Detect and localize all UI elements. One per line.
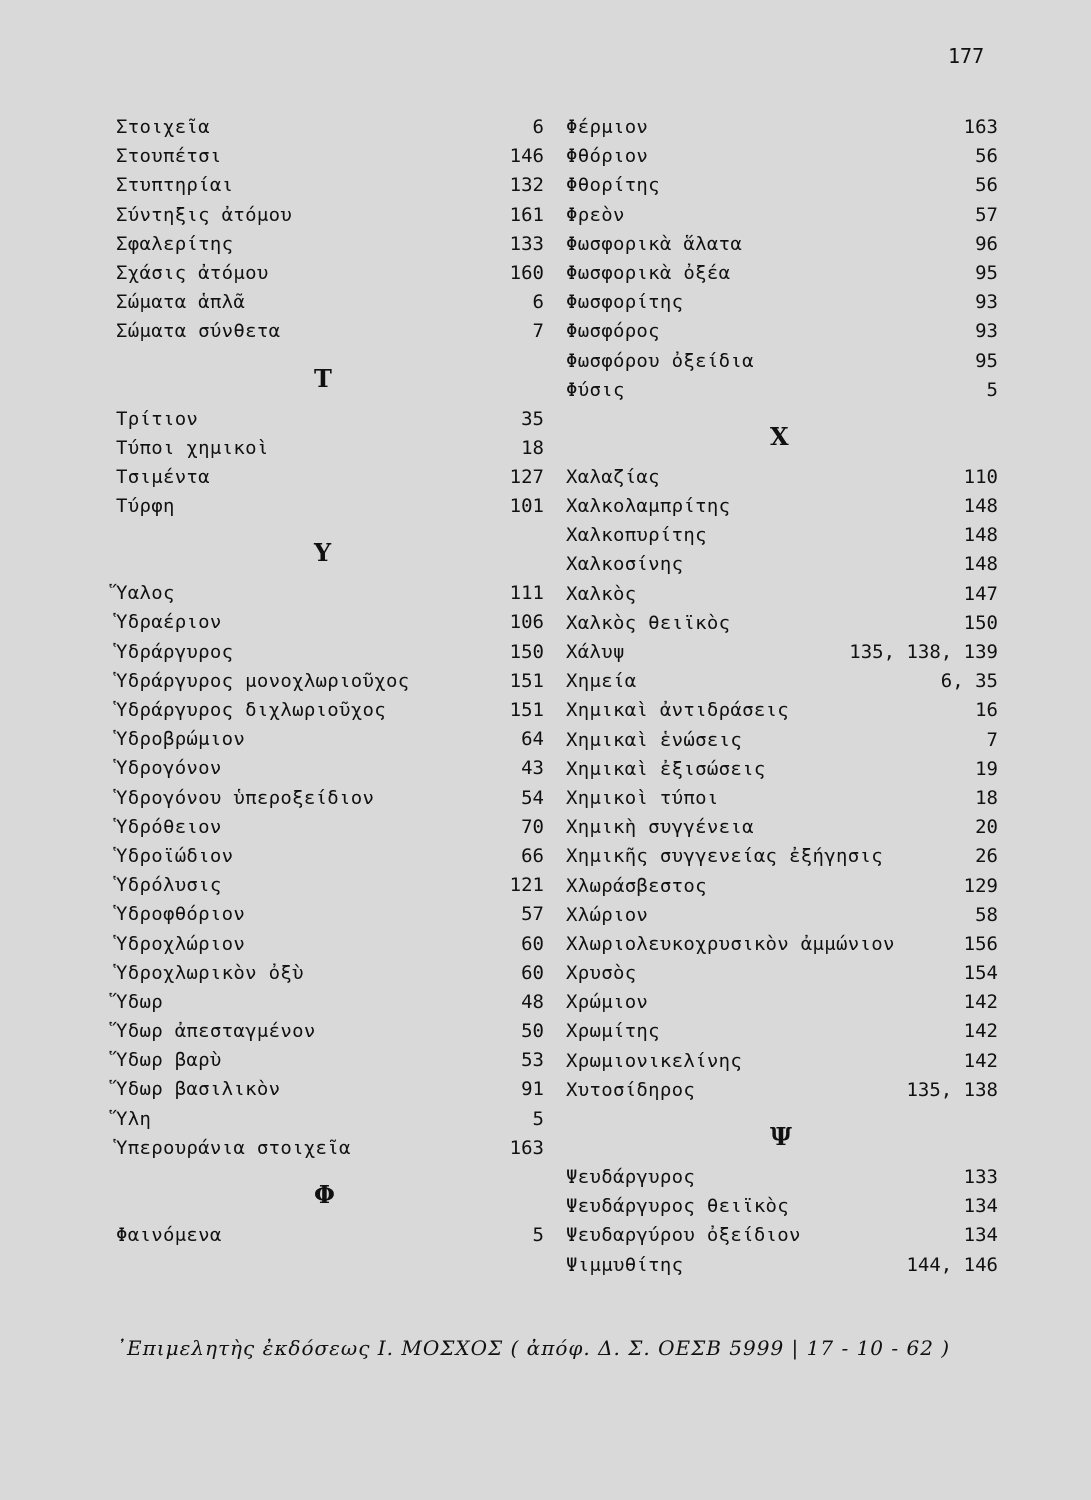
index-term: Φωσφορικὰ ὀξέα [566, 261, 731, 284]
index-page-numbers: 129 [963, 874, 998, 897]
index-entry [566, 612, 998, 641]
index-page-numbers: 163 [509, 1136, 544, 1159]
index-page-numbers: 50 [521, 1020, 544, 1043]
index-entry [566, 816, 998, 845]
index-term: Ὑδροχλώριον [116, 932, 246, 955]
index-term: Χημικοὶ τύποι [566, 786, 719, 809]
index-entry [116, 495, 544, 524]
index-entry [566, 729, 998, 758]
index-page-numbers: 144, 146 [906, 1253, 998, 1276]
index-page-numbers: 7 [986, 728, 998, 751]
index-page-numbers: 6, 35 [940, 670, 998, 693]
index-page-numbers: 160 [509, 261, 544, 284]
index-term: Ὑδρογόνον [116, 757, 222, 780]
index-page-numbers: 56 [975, 145, 998, 168]
index-entry [116, 582, 544, 611]
index-page-numbers: 95 [975, 349, 998, 372]
index-term: Ὑδρόλυσις [116, 874, 222, 897]
index-term: Φέρμιον [566, 116, 649, 138]
index-entry [116, 728, 544, 757]
index-term: Χλωράσβεστος [566, 874, 707, 897]
section-letter: Υ [314, 538, 332, 568]
index-entry [566, 758, 998, 787]
index-page-numbers: 60 [521, 961, 544, 984]
index-term: Χλώριον [566, 903, 649, 926]
section-letter: Χ [770, 421, 789, 451]
index-entry [566, 1195, 998, 1224]
index-entry [116, 466, 544, 495]
index-term: Ὕδωρ βασιλικὸν [116, 1078, 281, 1101]
index-entry [566, 699, 998, 728]
index-entry [116, 874, 544, 903]
index-term: Σύντηξις ἀτόμου [116, 203, 293, 226]
index-term: Χαλκοσίνης [566, 553, 684, 576]
index-entry [566, 670, 998, 699]
index-entry [566, 1020, 998, 1049]
index-term: Ψευδάργυρος [566, 1166, 696, 1188]
index-entry [566, 875, 998, 904]
index-page-numbers: 156 [963, 932, 998, 955]
index-term: Ὑδροχλωρικὸν ὀξὺ [116, 961, 304, 984]
index-page-numbers: 142 [963, 991, 998, 1014]
index-page-numbers: 133 [509, 232, 544, 255]
index-entry [116, 903, 544, 932]
index-page-numbers: 134 [963, 1195, 998, 1218]
index-term: Ὕδωρ [116, 990, 163, 1013]
index-entry [566, 350, 998, 379]
index-term: Ὑδροφθόριον [116, 903, 246, 926]
index-page-numbers: 147 [963, 582, 998, 605]
index-page-numbers: 70 [521, 815, 544, 838]
index-term: Φωσφορίτης [566, 291, 684, 314]
index-term: Ψευδαργύρου ὀξείδιον [566, 1224, 801, 1247]
index-entry [116, 933, 544, 962]
index-page-numbers: 154 [963, 962, 998, 985]
index-page-numbers: 26 [975, 845, 998, 868]
index-page-numbers: 19 [975, 757, 998, 780]
index-term: Ὑδροϊώδιον [116, 844, 234, 867]
index-entry [566, 933, 998, 962]
index-term: Χάλυψ [566, 641, 625, 663]
index-term: Χαλκοπυρίτης [566, 524, 707, 547]
index-entry [116, 1049, 544, 1078]
index-page-numbers: 150 [963, 611, 998, 634]
index-entry [566, 1079, 998, 1108]
index-page-numbers: 93 [975, 320, 998, 343]
index-term: Ψευδάργυρος θειϊκὸς [566, 1195, 790, 1218]
index-term: Τύποι χημικοὶ [116, 436, 269, 459]
index-page-numbers: 16 [975, 699, 998, 722]
index-term: Φθορίτης [566, 174, 660, 197]
index-term: Χημικαὶ ἐξισώσεις [566, 757, 766, 780]
index-term: Χαλκολαμπρίτης [566, 495, 731, 518]
index-page-numbers: 151 [509, 699, 544, 721]
index-page-numbers: 96 [975, 232, 998, 255]
index-entry [566, 1254, 998, 1283]
index-page-numbers: 56 [975, 174, 998, 197]
index-page-numbers: 148 [963, 553, 998, 576]
editor-credit: ᾿Επιμελητὴς ἐκδόσεως Ι. ΜΟΣΧΟΣ ( ἀπόφ. Δ. Σ. ΟΕΣΒ 5999 | 17 - 10 - 62 ) [116, 1336, 951, 1360]
index-term: Ὕδωρ βαρὺ [116, 1049, 222, 1072]
index-page-numbers: 20 [975, 816, 998, 839]
index-page-numbers: 6 [532, 291, 544, 314]
index-entry [116, 670, 544, 699]
index-page-numbers: 57 [521, 903, 544, 926]
index-entry [566, 845, 998, 874]
index-page-numbers: 53 [521, 1049, 544, 1072]
index-page-numbers: 150 [509, 640, 544, 663]
index-entry [116, 204, 544, 233]
index-page-numbers: 66 [521, 844, 544, 867]
index-entry [566, 991, 998, 1020]
index-term: Στυπτηρίαι [116, 174, 234, 197]
index-entry [116, 1137, 544, 1166]
index-page-numbers: 57 [975, 203, 998, 226]
index-page-numbers: 58 [975, 903, 998, 926]
index-term: Χημικαὶ ἀντιδράσεις [566, 699, 790, 722]
index-entry [116, 116, 544, 145]
index-term: Χρώμιον [566, 991, 649, 1014]
index-entry [566, 379, 998, 408]
index-page-numbers: 64 [521, 728, 544, 751]
index-entry [566, 145, 998, 174]
index-entry [116, 320, 544, 349]
index-term: Ὑδράργυρος μονοχλωριοῦχος [116, 669, 410, 692]
index-term: Φωσφόρος [566, 320, 660, 343]
index-term: Ὑδραέριον [116, 611, 222, 634]
index-entry [566, 233, 998, 262]
index-entry [116, 816, 544, 845]
index-page-numbers: 142 [963, 1049, 998, 1072]
index-entry [566, 553, 998, 582]
index-page-numbers: 142 [963, 1020, 998, 1043]
index-page-numbers: 60 [521, 932, 544, 955]
index-page-numbers: 93 [975, 291, 998, 314]
index-term: Ὑδράργυρος διχλωριοῦχος [116, 699, 386, 721]
index-term: Χαλαζίας [566, 465, 660, 488]
index-page-numbers: 6 [532, 116, 544, 138]
index-page-numbers: 54 [521, 786, 544, 809]
index-term: Ὑδρογόνου ὑπεροξείδιον [116, 786, 375, 809]
index-entry [116, 991, 544, 1020]
index-term: Τσιμέντα [116, 465, 210, 488]
index-entry [116, 145, 544, 174]
index-term: Χαλκὸς θειϊκὸς [566, 611, 731, 634]
index-term: Χημικὴ συγγένεια [566, 816, 754, 839]
index-page-numbers: 110 [963, 465, 998, 488]
index-term: Τρίτιον [116, 407, 199, 430]
index-page-numbers: 18 [975, 786, 998, 809]
index-entry [116, 611, 544, 640]
index-page-numbers: 111 [509, 582, 544, 605]
index-term: Στουπέτσι [116, 145, 222, 168]
index-entry [566, 174, 998, 203]
index-term: Στοιχεῖα [116, 116, 210, 138]
index-entry [566, 583, 998, 612]
index-term: Τύρφη [116, 495, 175, 518]
index-page-numbers: 148 [963, 524, 998, 547]
index-term: Χαλκὸς [566, 582, 637, 605]
index-page-numbers: 151 [509, 669, 544, 692]
index-term: Χημεία [566, 670, 637, 693]
index-page-numbers: 133 [963, 1166, 998, 1188]
index-page-numbers: 161 [509, 203, 544, 226]
index-entry [116, 233, 544, 262]
index-term: Σφαλερίτης [116, 232, 234, 255]
index-term: Ὑδρόθειον [116, 815, 222, 838]
section-letter: Φ [314, 1180, 335, 1209]
index-page-numbers: 135, 138 [906, 1078, 998, 1101]
index-page-numbers: 132 [509, 174, 544, 197]
index-page-numbers: 5 [986, 378, 998, 401]
index-entry [566, 1050, 998, 1079]
index-entry [566, 262, 998, 291]
index-term: Χυτοσίδηρος [566, 1078, 696, 1101]
index-entry [566, 320, 998, 349]
index-entry [116, 962, 544, 991]
index-entry [566, 962, 998, 991]
section-letter: Τ [314, 363, 332, 393]
index-term: Ὑπερουράνια στοιχεῖα [116, 1136, 351, 1159]
index-term: Φωσφόρου ὀξείδια [566, 349, 754, 372]
index-entry [566, 524, 998, 553]
index-entry [116, 1020, 544, 1049]
index-term: Ὕαλος [116, 582, 175, 605]
index-entry [566, 204, 998, 233]
index-page-numbers: 146 [509, 145, 544, 168]
index-term: Φαινόμενα [116, 1224, 222, 1246]
index-column-right [566, 116, 998, 1283]
index-entry [116, 291, 544, 320]
index-entry [116, 437, 544, 466]
index-page-numbers: 35 [521, 407, 544, 430]
index-page-numbers: 106 [509, 611, 544, 634]
index-entry [116, 174, 544, 203]
index-page-numbers: 43 [521, 757, 544, 780]
index-page-numbers: 5 [532, 1107, 544, 1130]
index-entry [566, 466, 998, 495]
index-entry [566, 291, 998, 320]
page-number: 177 [948, 44, 985, 68]
index-page-numbers: 163 [963, 116, 998, 138]
index-entry [116, 699, 544, 728]
index-term: Φωσφορικὰ ἅλατα [566, 232, 743, 255]
index-entry [566, 1224, 998, 1253]
index-term: Ψιμμυθίτης [566, 1253, 684, 1276]
index-entry [116, 408, 544, 437]
index-entry [566, 641, 998, 670]
index-entry [566, 495, 998, 524]
index-term: Σώματα ἁπλᾶ [116, 291, 246, 314]
index-page-numbers: 5 [532, 1224, 544, 1246]
index-entry [116, 641, 544, 670]
index-page-numbers: 91 [521, 1078, 544, 1101]
index-page-numbers: 18 [521, 436, 544, 459]
index-term: Ὑδράργυρος [116, 640, 234, 663]
index-entry [116, 845, 544, 874]
index-term: Φύσις [566, 378, 625, 401]
index-term: Ὕδωρ ἀπεσταγμένον [116, 1020, 316, 1043]
index-term: Φρεὸν [566, 203, 625, 226]
index-page-numbers: 134 [963, 1224, 998, 1247]
index-entry [566, 904, 998, 933]
index-page-numbers: 135, 138, 139 [849, 641, 998, 663]
index-page-numbers: 101 [509, 495, 544, 518]
index-term: Χημικαὶ ἑνώσεις [566, 728, 743, 751]
index-entry [116, 1108, 544, 1137]
index-term: Χημικῆς συγγενείας ἐξήγησις [566, 845, 883, 868]
index-page-numbers: 121 [509, 874, 544, 897]
index-entry [116, 757, 544, 786]
index-page-numbers: 148 [963, 495, 998, 518]
index-term: Ὑδροβρώμιον [116, 728, 246, 751]
index-entry [116, 1224, 544, 1253]
index-entry [566, 1166, 998, 1195]
index-entry [116, 787, 544, 816]
index-page-numbers: 48 [521, 990, 544, 1013]
index-entry [566, 787, 998, 816]
index-entry [116, 1078, 544, 1107]
index-term: Χλωριολευκοχρυσικὸν ἀμμώνιον [566, 932, 895, 955]
section-letter: Ψ [770, 1122, 792, 1151]
index-column-left [116, 116, 544, 1253]
index-term: Χρυσὸς [566, 962, 637, 985]
index-term: Ὕλη [116, 1107, 152, 1130]
index-entry [566, 116, 998, 145]
index-term: Χρωμιονικελίνης [566, 1049, 743, 1072]
index-entry [116, 262, 544, 291]
index-term: Φθόριον [566, 145, 649, 168]
index-term: Σχάσις ἀτόμου [116, 261, 269, 284]
index-term: Σώματα σύνθετα [116, 320, 281, 343]
index-page-numbers: 7 [532, 320, 544, 343]
index-term: Χρωμίτης [566, 1020, 660, 1043]
index-page-numbers: 127 [509, 465, 544, 488]
index-page-numbers: 95 [975, 261, 998, 284]
